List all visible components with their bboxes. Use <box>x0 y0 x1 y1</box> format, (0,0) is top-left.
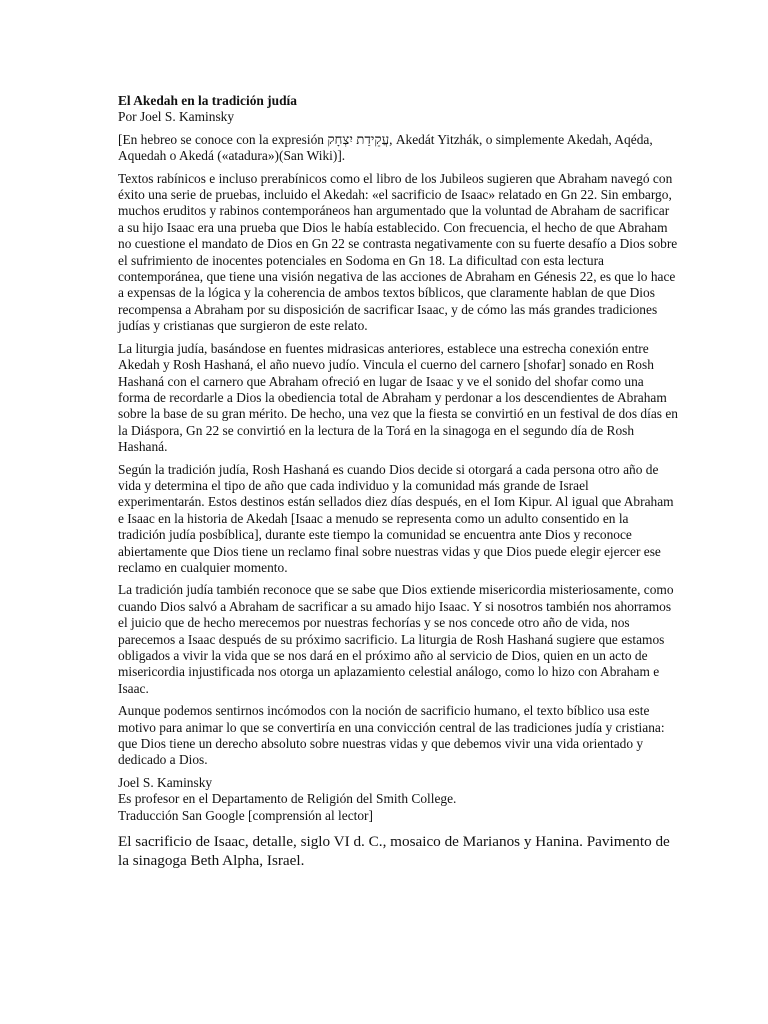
body-paragraph: Textos rabínicos e incluso prerabínicos como el libro de los Jubileos sugieren que Abraham navegó con éxito una serie de pruebas, incluido el Akedah: «el sacrificio de Isaac» relatado en Gn 22. Sin embargo, muchos eruditos y rabinos contemporáneos han argumentado que la voluntad de Abraham de sacrificar a su hijo Isaac era una prueba que Dios le había establecido. Con frecuencia, el hecho de que Abraham no cuestione el mandato de Dios en Gn 22 se contrasta negativamente con su fuerte desafío a Dios sobre el sufrimiento de inocentes potenciales en Sodoma en Gn 18. La dificultad con esta lectura contemporánea, que tiene una visión negativa de las acciones de Abraham en Génesis 22, es que lo hace a expensas de la lógica y la coherencia de ambos textos bíblicos, que claramente hablan de que Dios recompensa a Abraham por su disposición de sacrificar Isaac, y de cómo las más grandes tradiciones judías y cristianas que surgieron de este relato. <box>118 170 678 334</box>
document-byline: Por Joel S. Kaminsky <box>118 109 235 125</box>
image-caption: El sacrificio de Isaac, detalle, siglo VI d. C., mosaico de Marianos y Hanina. Pavimento de la sinagoga Beth Alpha, Israel. <box>118 833 670 870</box>
author-signature <box>118 775 678 824</box>
intro-hebrew-term: עֲקֵידַת יִצְחָק <box>327 131 390 147</box>
intro-text-before: [En hebreo se conoce con la expresión <box>118 131 328 147</box>
body-paragraph: Según la tradición judía, Rosh Hashaná es cuando Dios decide si otorgará a cada persona otro año de vida y determina el tipo de año que cada individuo y la comunidad más grande de Israel experimentarán. Estos destinos están sellados diez días después, en el Iom Kipur. Al igual que Abraham e Isaac en la historia de Akedah [Isaac a menudo se representa como un adulto consentido en la tradición judía posbíblica], durante este tiempo la comunidad se encuentra ante Dios y reconoce abiertamente que Dios tiene un reclamo final sobre nuestras vidas y que Dios puede elegir ejercer ese reclamo en cualquier momento. <box>118 461 674 575</box>
signature-name: Joel S. Kaminsky <box>118 774 213 790</box>
body-paragraph: La liturgia judía, basándose en fuentes midrasicas anteriores, establece una estrecha conexión entre Akedah y Rosh Hashaná, el año nuevo judío. Vincula el cuerno del carnero [shofar] sonado en Rosh Hashaná con el carnero que Abraham ofreció en lugar de Isaac y ve el sonido del shofar como una forma de recordarle a Dios la obediencia total de Abraham y perdonar a los descendientes de Abraham sobre la base de su gran mérito. De hecho, una vez que la fiesta se convirtió en un festival de dos días en la Diáspora, Gn 22 se convirtió en la lectura de la Torá en la sinagoga en el segundo día de Rosh Hashaná. <box>118 340 678 455</box>
body-paragraph: La tradición judía también reconoce que se sabe que Dios extiende misericordia misteriosamente, como cuando Dios salvó a Abraham de sacrificar a su amado hijo Isaac. Y si nosotros también nos ahorramos el juicio que de hecho merecemos por nuestras fechorías y se nos concede otro año de vida, nos parecemos a Isaac después de su próximo sacrificio. La liturgia de Rosh Hashaná sugiere que estamos obligados a vivir la vida que se nos dará en el próximo año al servicio de Dios, quien en un acto de misericordia injustificada nos otorga un aplazamiento celestial análogo, como lo hizo con Abraham e Isaac. <box>118 582 674 696</box>
signature-affiliation: Es profesor en el Departamento de Religión del Smith College. <box>118 791 457 807</box>
signature-translation: Traducción San Google [comprensión al lector] <box>118 807 373 823</box>
document-page <box>118 93 678 885</box>
document-title: El Akedah en la tradición judía <box>118 93 297 108</box>
body-paragraph: Aunque podemos sentirnos incómodos con la noción de sacrificio humano, el texto bíblico usa este motivo para animar lo que se convertiría en una convicción central de las tradiciones judía y cristiana: que Dios tiene un derecho absoluto sobre nuestras vidas y que debemos vivir una vida orientado y dedicado a Dios. <box>118 703 665 768</box>
intro-paragraph <box>118 132 678 165</box>
intro-text-after: , Akedát Yitzhák, o simplemente Akedah, Aqéda, Aquedah o Akedá («atadura»)(San Wiki)]. <box>118 131 653 164</box>
